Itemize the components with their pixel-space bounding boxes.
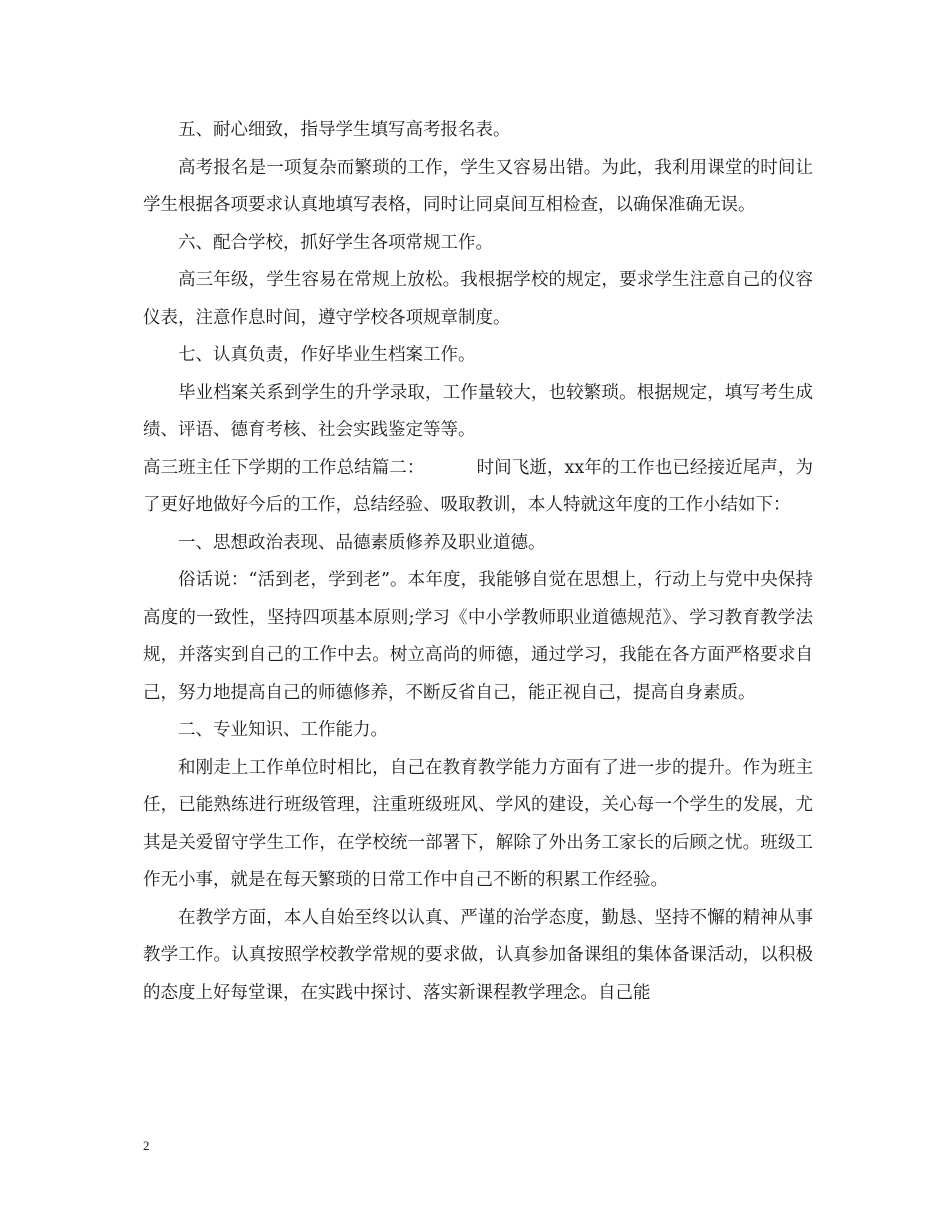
paragraph-registration: 高考报名是一项复杂而繁琐的工作，学生又容易出错。为此，我利用课堂的时间让学生根据各项要求认真地填写表格，同时让同桌间互相检查，以确保准确无误。 bbox=[143, 157, 813, 215]
heading-one: 一、思想政治表现、品德素质修养及职业道德。 bbox=[178, 532, 546, 553]
page-number: 2 bbox=[143, 1138, 150, 1153]
heading-seven: 七、认真负责，作好毕业生档案工作。 bbox=[178, 345, 476, 365]
paragraph-routine: 高三年级，学生容易在常规上放松。我根据学校的规定，要求学生注意自己的仪容仪表，注意作息时间，遵守学校各项规章制度。 bbox=[143, 270, 813, 328]
document-body bbox=[143, 112, 813, 1012]
heading-five: 五、耐心细致，指导学生填写高考报名表。 bbox=[178, 120, 511, 140]
paragraph-archives: 毕业档案关系到学生的升学录取，工作量较大，也较繁琐。根据规定，填写考生成绩、评语、德育考核、社会实践鉴定等等。 bbox=[143, 382, 813, 440]
paragraph-teaching: 在教学方面，本人自始至终以认真、严谨的治学态度，勤恳、坚持不懈的精神从事教学工作。认真按照学校教学常规的要求做，认真参加备课组的集体备课活动，以积极的态度上好每堂课，在实践中探讨、落实新课程教学理念。自己能 bbox=[143, 907, 813, 1003]
paragraph-ethics: 俗话说：“活到老，学到老”。本年度，我能够自觉在思想上，行动上与党中央保持高度的一致性，坚持四项基本原则;学习《中小学教师职业道德规范》、学习教育教学法规，并落实到自己的工作中去。树立高尚的师德，通过学习，我能在各方面严格要求自己，努力地提高自己的师德修养，不断反省自己，能正视自己，提高自身素质。 bbox=[143, 570, 813, 703]
section-title: 高三班主任下学期的工作总结篇二： bbox=[143, 457, 425, 478]
paragraph-ability: 和刚走上工作单位时相比，自己在教育教学能力方面有了进一步的提升。作为班主任，已能熟练进行班级管理，注重班级班风、学风的建设，关心每一个学生的发展，尤其是关爱留守学生工作，在学校统一部署下，解除了外出务工家长的后顾之忧。班级工作无小事，就是在每天繁琐的日常工作中自己不断的积累工作经验。 bbox=[143, 757, 813, 890]
heading-two: 二、专业知识、工作能力。 bbox=[178, 720, 388, 740]
section-two-start bbox=[143, 450, 813, 525]
section-intro: 时间飞逝，xx年的工作也已经接近尾声，为了更好地做好今后的工作，总结经验、吸取教训，本人特就这年度的工作小结如下： bbox=[143, 457, 813, 515]
heading-six: 六、配合学校，抓好学生各项常规工作。 bbox=[178, 232, 493, 253]
